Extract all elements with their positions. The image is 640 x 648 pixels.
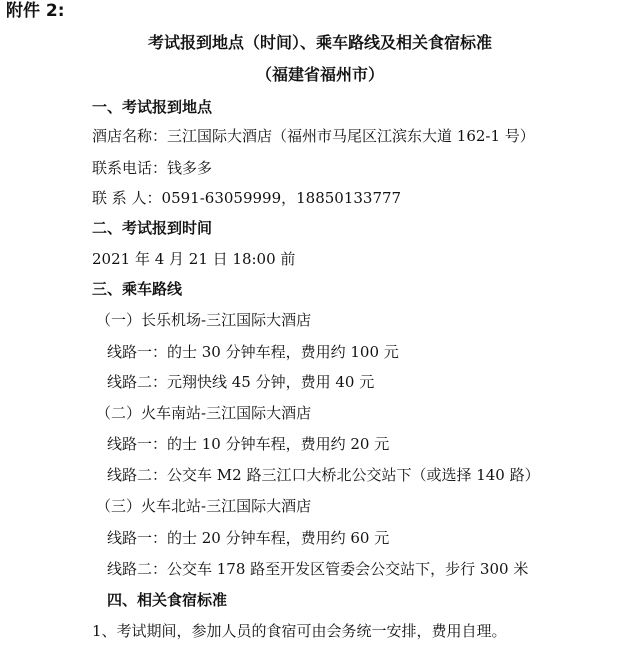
route-item: 线路一：的士 10 分钟车程，费用约 20 元 bbox=[107, 435, 390, 453]
document-title: 考试报到地点（时间）、乘车路线及相关食宿标准 bbox=[147, 33, 492, 52]
route-item: 线路二：公交车 178 路至开发区管委会公交站下，步行 300 米 bbox=[107, 560, 529, 578]
phone-contact: 联系电话：钱多多 bbox=[92, 159, 213, 177]
route-group-title: （一）长乐机场-三江国际大酒店 bbox=[96, 311, 312, 329]
route-item: 线路一：的士 30 分钟车程，费用约 100 元 bbox=[107, 343, 399, 361]
contact-person: 联 系 人：0591-63059999，18850133777 bbox=[92, 189, 402, 207]
route-group-title: （二）火车南站-三江国际大酒店 bbox=[96, 404, 312, 422]
section-heading-location: 一、考试报到地点 bbox=[92, 98, 213, 116]
route-group-title: （三）火车北站-三江国际大酒店 bbox=[96, 497, 312, 515]
accommodation-item: 1、考试期间，参加人员的食宿可由会务统一安排，费用自理。 bbox=[92, 622, 507, 640]
report-time: 2021 年 4 月 21 日 18:00 前 bbox=[92, 250, 296, 268]
route-item: 线路二：公交车 M2 路三江口大桥北公交站下（或选择 140 路） bbox=[107, 466, 540, 484]
route-item: 线路二：元翔快线 45 分钟，费用 40 元 bbox=[107, 373, 375, 391]
route-item: 线路一：的士 20 分钟车程，费用约 60 元 bbox=[107, 529, 390, 547]
hotel-name: 酒店名称：三江国际大酒店（福州市马尾区江滨东大道 162-1 号） bbox=[92, 127, 535, 145]
section-heading-routes: 三、乘车路线 bbox=[92, 280, 183, 298]
document-subtitle: （福建省福州市） bbox=[255, 65, 384, 84]
section-heading-accommodation: 四、相关食宿标准 bbox=[107, 591, 228, 609]
attachment-label: 附件 2: bbox=[6, 1, 65, 21]
section-heading-time: 二、考试报到时间 bbox=[92, 219, 213, 237]
